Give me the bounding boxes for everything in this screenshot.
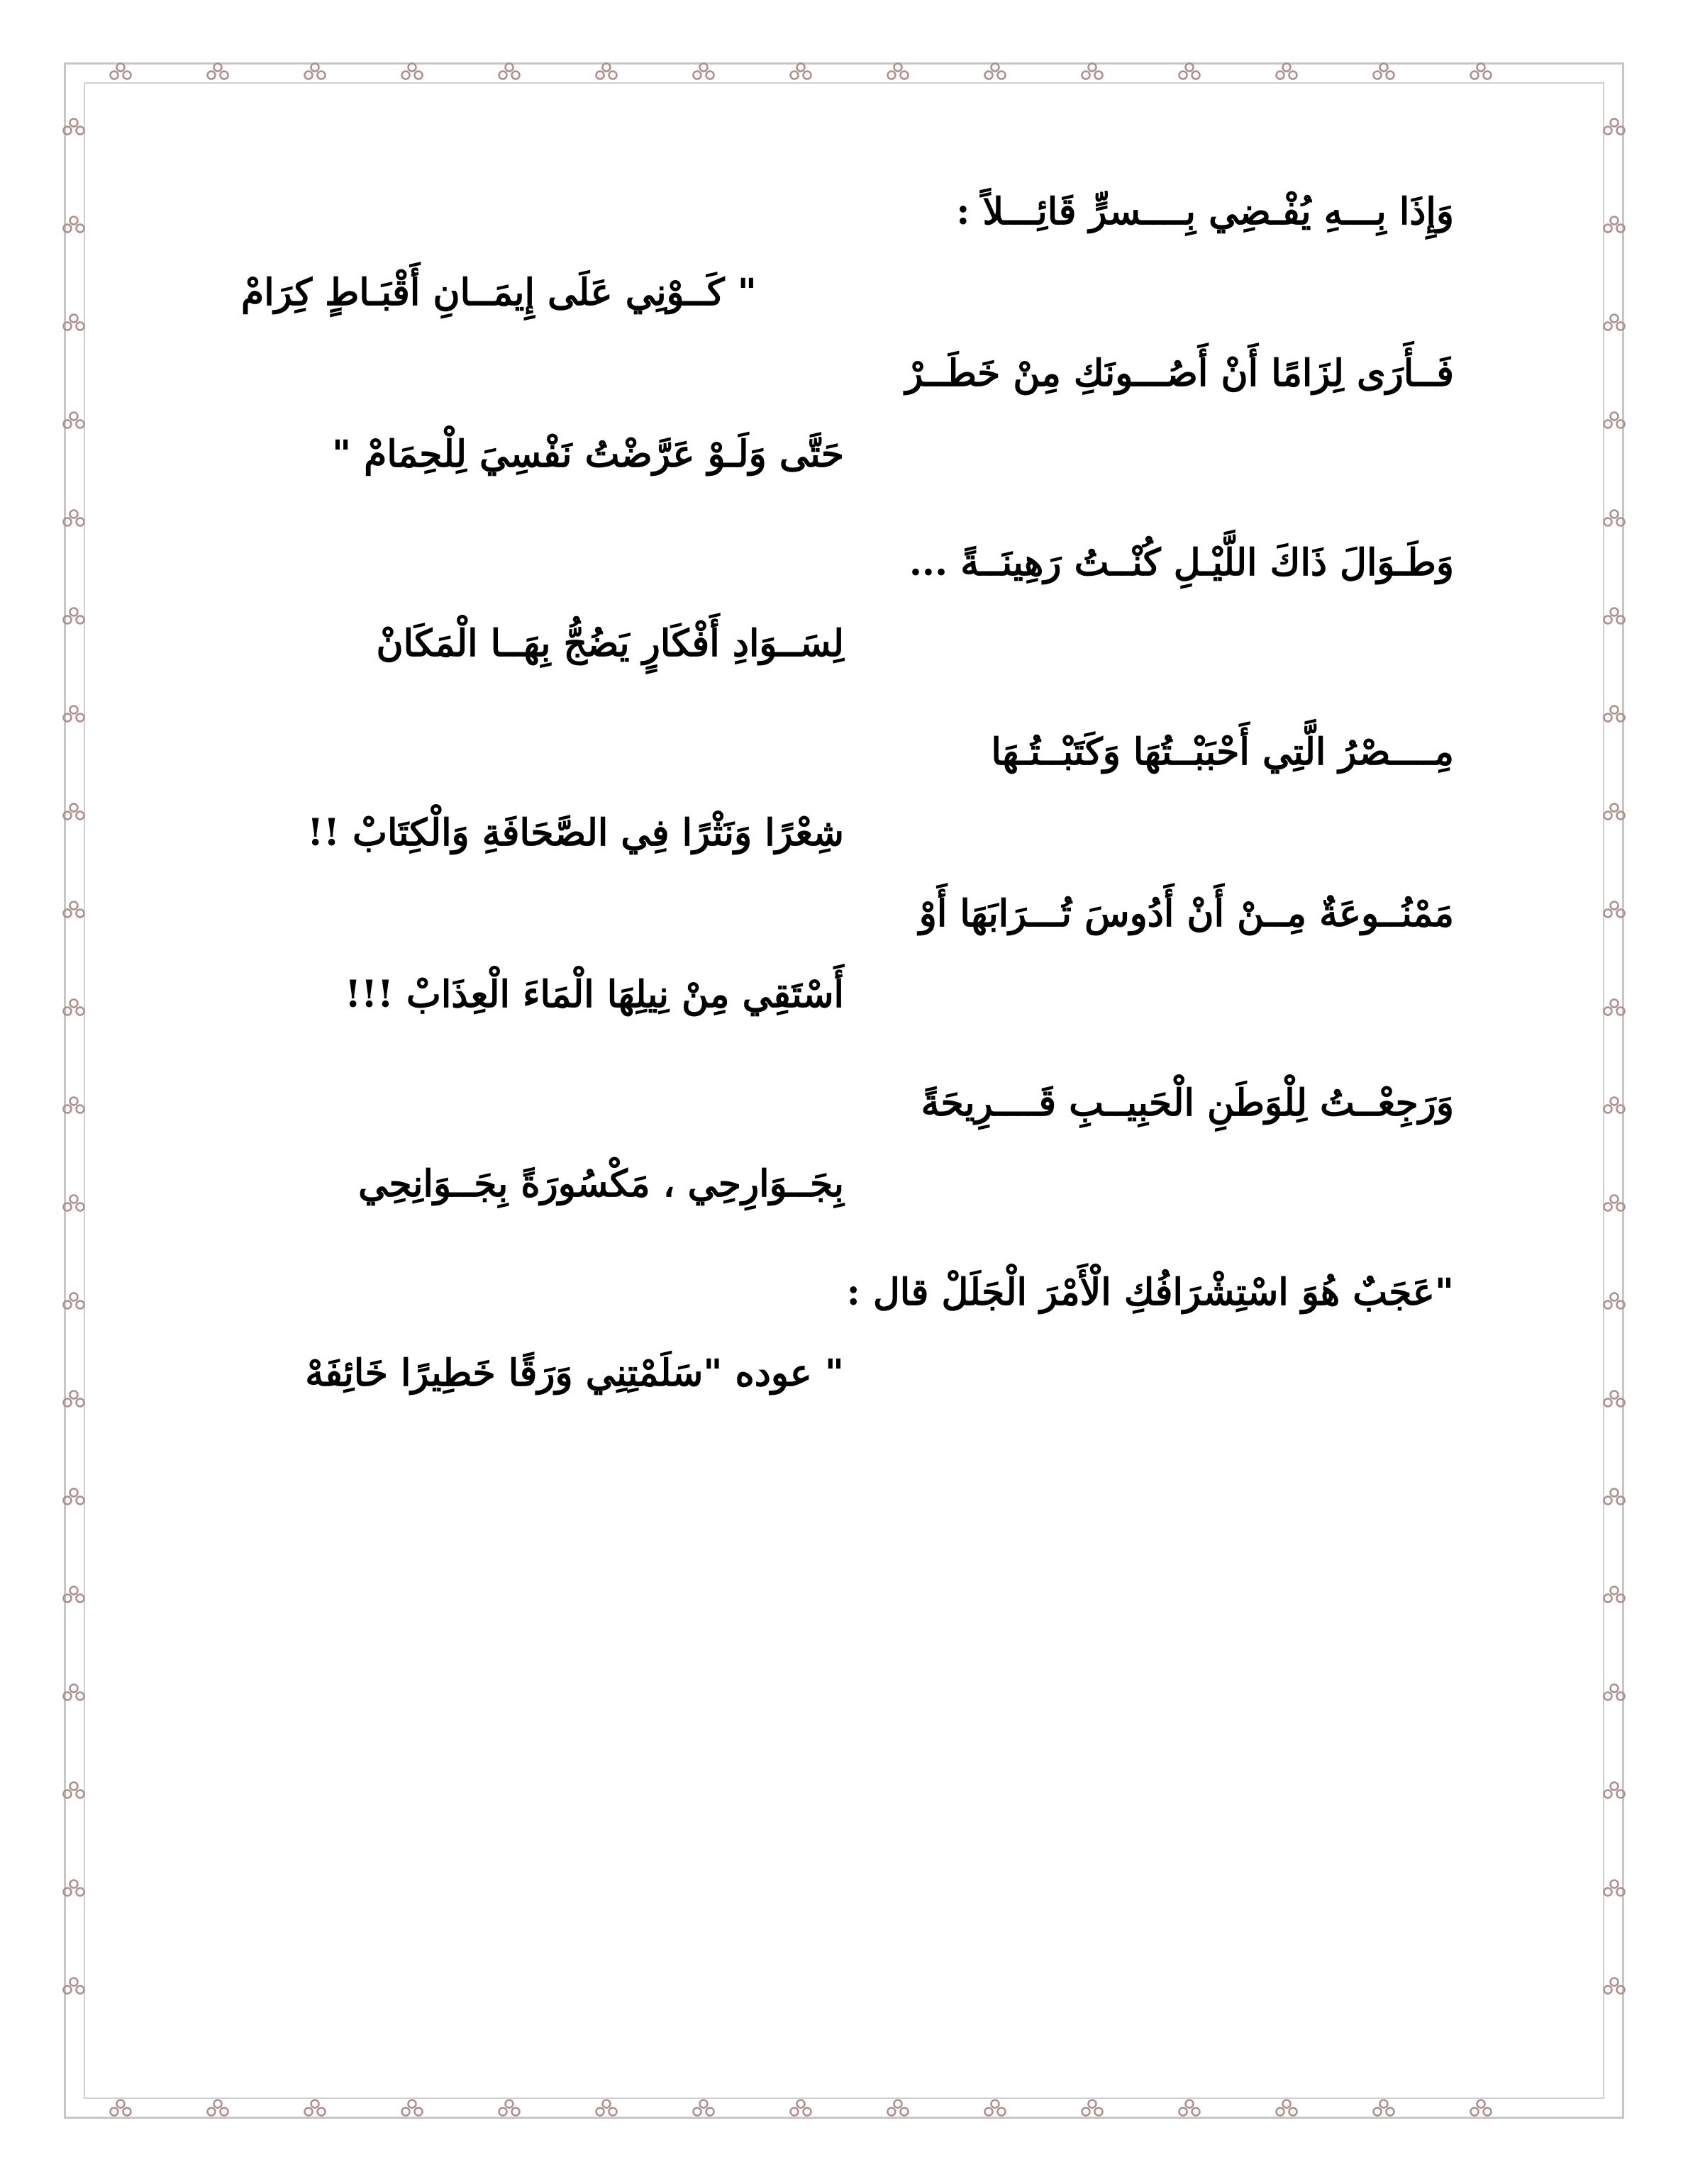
stanza-5 [213, 1272, 1454, 1394]
poem-line: " عوده "سَلَمْتِنِي وَرَقًا خَطِيرًا خَائِفَهْ [305, 1352, 844, 1395]
poem-line: وَرَجِعْــتُ لِلْوَطَنِ الْحَبِيــبِ قَــــرِيحَةً [921, 1081, 1454, 1125]
poem-line: أَسْتَقِي مِنْ نِيلِهَا الْمَاءَ الْعِذَابْ !!! [345, 973, 844, 1016]
poem [213, 191, 1454, 1461]
poem-line: مَمْنُــوعَةٌ مِــنْ أَنْ أَدُوسَ تُـــرَابَهَا أَوْ [918, 892, 1454, 935]
stanza-4 [213, 1083, 1454, 1205]
poem-line: مِــــصْرُ الَّتِي أَحْبَبْــتُهَا وَكَتَبْــتُـهَا [991, 730, 1454, 774]
stanza-3 [213, 732, 1454, 1015]
poem-line: لِسَــوَادِ أَفْكَارٍ يَضُجُّ بِهَــا الْمَكَانْ [376, 622, 844, 665]
poem-line: " كَــوْنِي عَلَى إِيمَــانِ أَقْبَـاطٍ كِرَامْ [241, 271, 757, 314]
poem-line: بِجَــوَارِحِي ، مَكْسُورَةً بِجَــوَانِحِي [358, 1162, 844, 1205]
stanza-1 [213, 191, 1454, 475]
stanza-2 [213, 542, 1454, 664]
poem-line: شِعْرًا وَنَثْرًا فِي الصَّحَافَةِ وَالْكِتَابْ !! [307, 811, 844, 854]
poem-line: وَطَـوَالَ ذَاكَ اللَّيْـلِ كُنْــتُ رَهِينَــةً ... [909, 541, 1454, 584]
poem-line: حَتَّى وَلَـوْ عَرَّضْتُ نَفْسِيَ لِلْحِمَامْ " [331, 433, 844, 476]
poem-line: "عَجَبٌ هُوَ اسْتِشْرَافُكِ الْأَمْرَ الْجَلَلْ قال : [846, 1271, 1454, 1314]
poem-line: فَــأَرَى لِزَامًا أَنْ أَصُـــونَكِ مِنْ خَطَــرْ [905, 352, 1454, 395]
poem-line: وَإِذَا بِـــهِ يُفْـضِي بِــــسرٍّ قَائِـــلاً : [956, 190, 1454, 233]
